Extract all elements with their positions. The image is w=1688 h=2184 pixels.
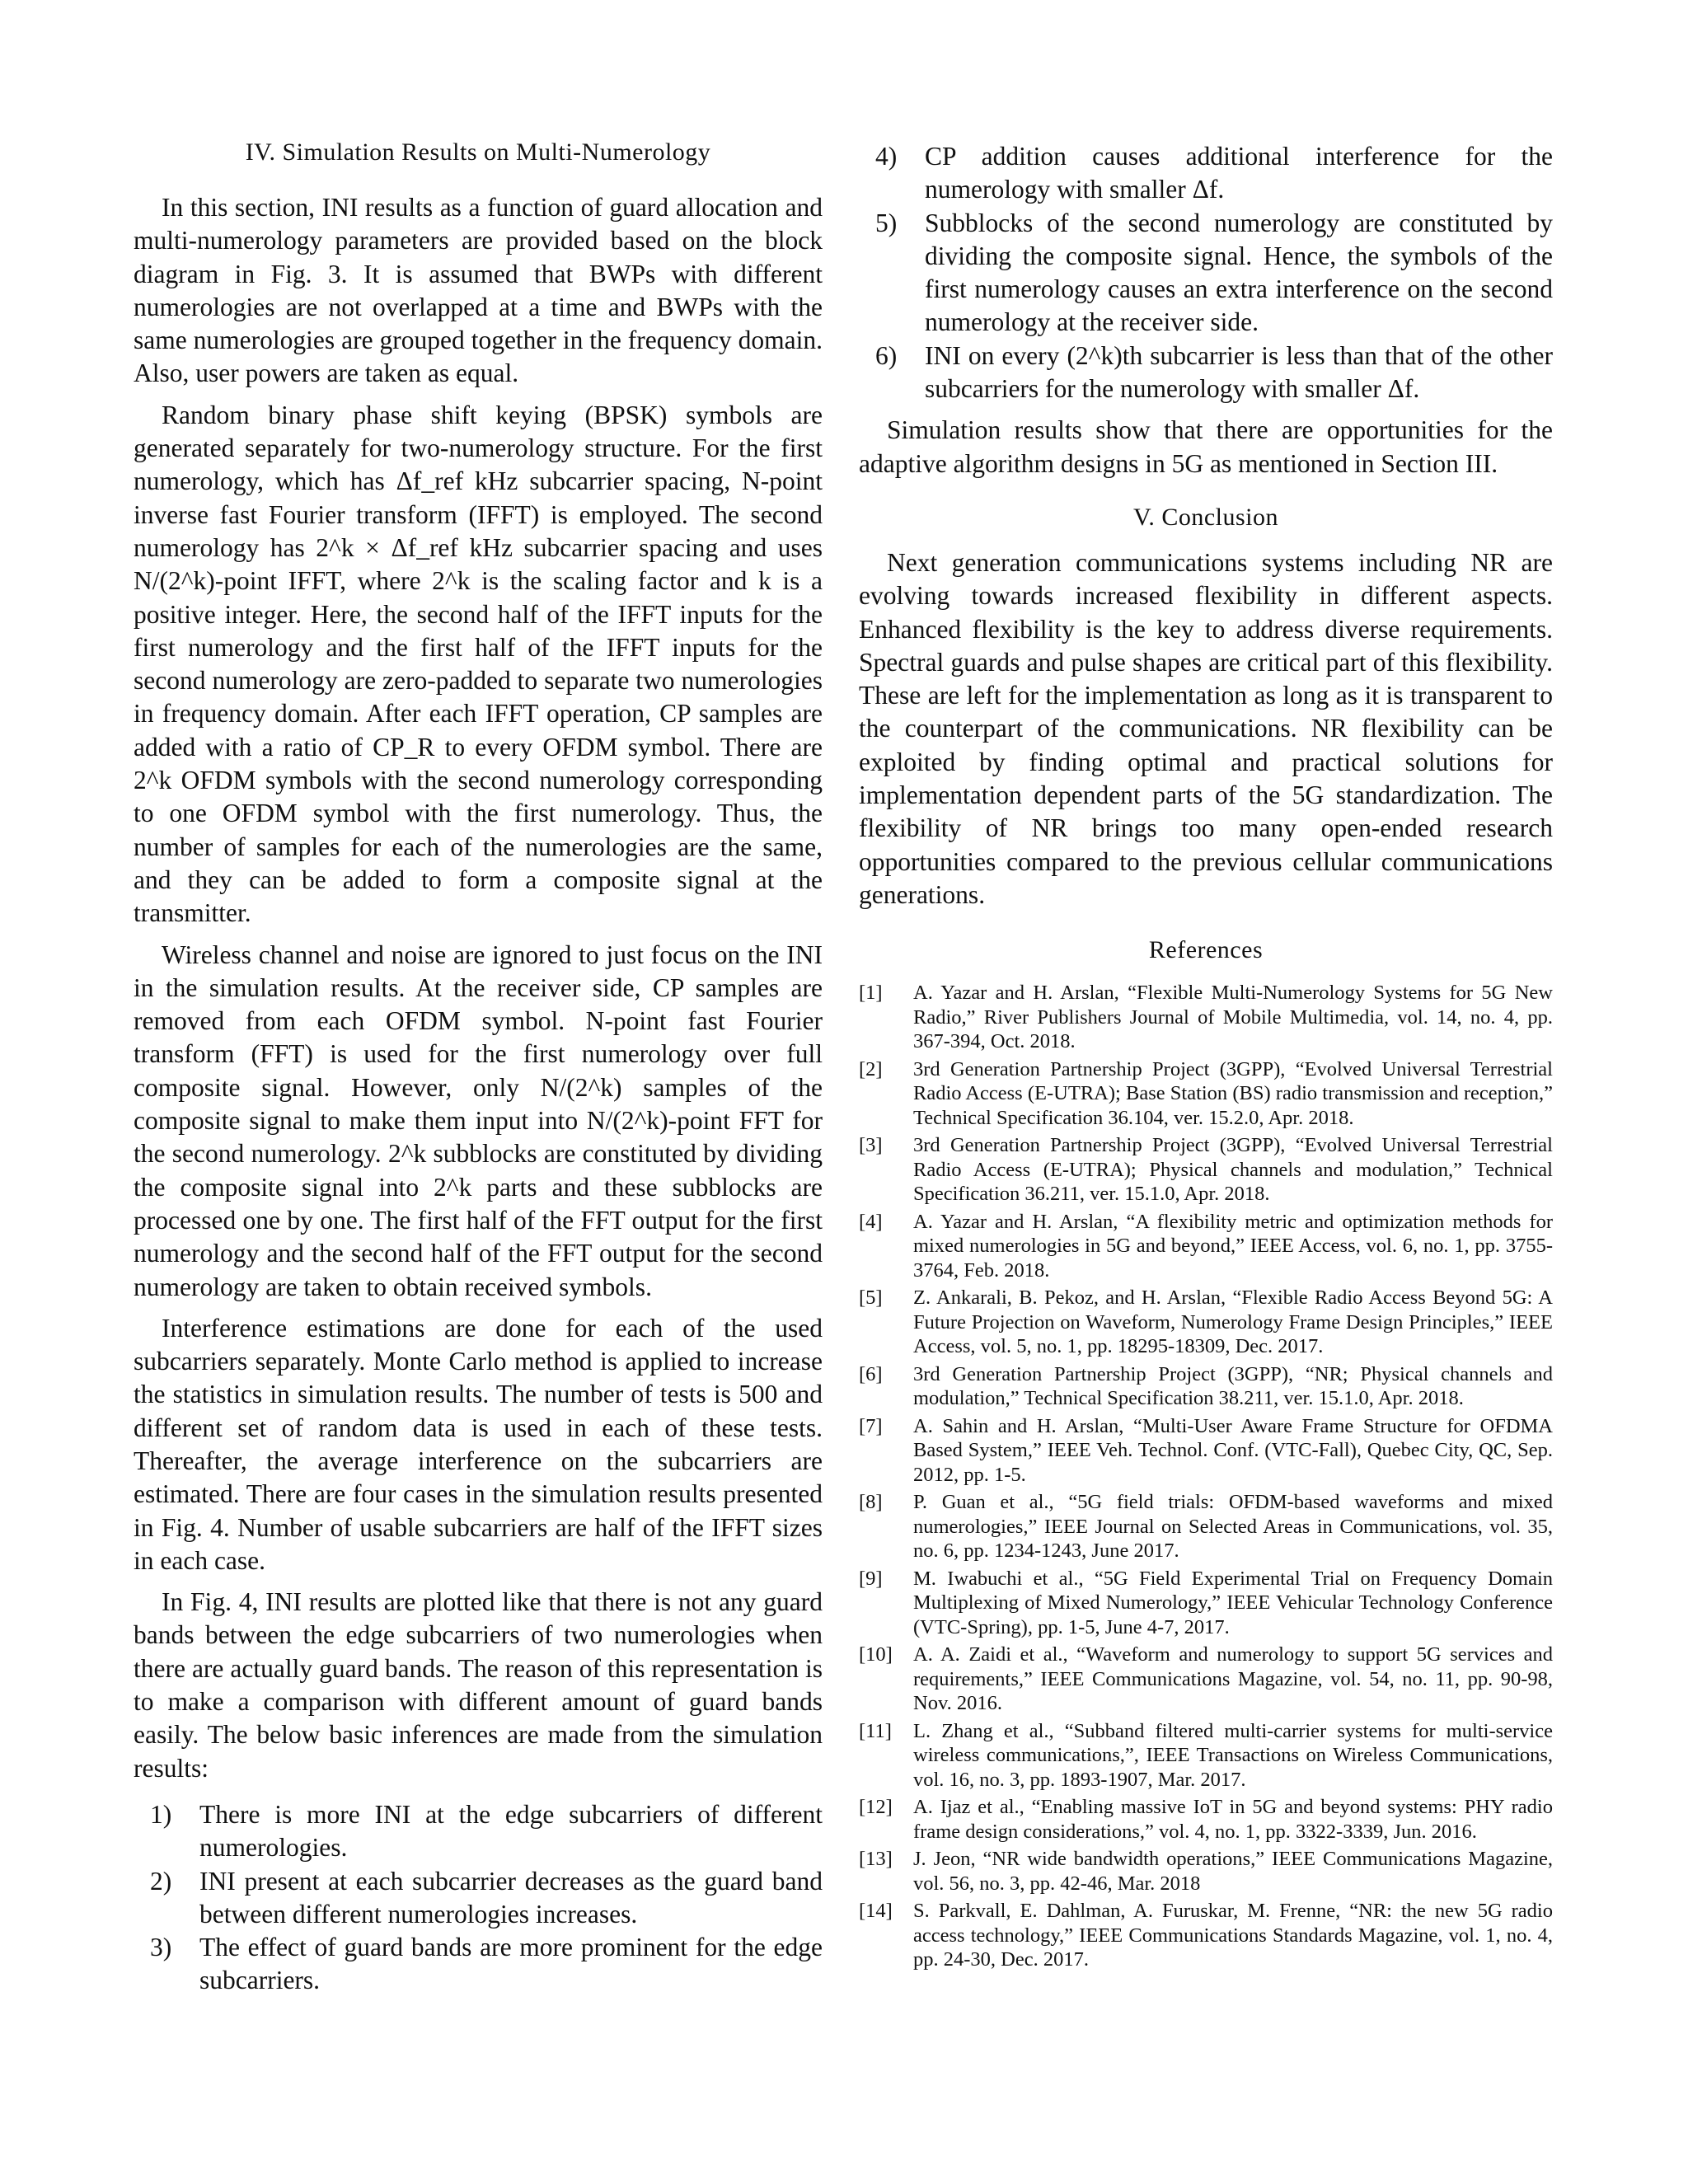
inference-text: The effect of guard bands are more prominent for the edge subcarriers. bbox=[199, 1933, 823, 1995]
reference-item bbox=[859, 1414, 1553, 1488]
section-4-paragraph-2: Random binary phase shift keying (BPSK) symbols are generated separately for two-numerology structure. For the first numerology, which has Δf_ref kHz subcarrier spacing, N-point inverse fast Fourier transform (IFFT) is employed. The second numerology has 2^k × Δf_ref kHz subcarrier spacing and uses N/(2^k)-point IFFT, where 2^k is the scaling factor and k is a positive integer. Here, the second half of the IFFT inputs for the first numerology and the first half of the IFFT inputs for the second numerology are zero-padded to separate two numerologies in frequency domain. After each IFFT operation, CP samples are added with a ratio of CP_R to every OFDM symbol. There are 2^k OFDM symbols with the second numerology corresponding to one OFDM symbol with the first numerology. Thus, the number of samples for each of the numerologies are the same, and they can be added to form a composite signal at the transmitter. bbox=[134, 400, 823, 928]
reference-text: A. Ijaz et al., “Enabling massive IoT in 5G and beyond systems: PHY radio frame design considerations,” vol. 4, no. 1, pp. 3322-3339, Jun. 2016. bbox=[913, 1796, 1553, 1843]
reference-text: A. Yazar and H. Arslan, “A flexibility metric and optimization methods for mixed numerologies in 5G and beyond,” IEEE Access, vol. 6, no. 1, pp. 3755-3764, Feb. 2018. bbox=[913, 1210, 1553, 1282]
references-list bbox=[859, 981, 1553, 1972]
reference-text: S. Parkvall, E. Dahlman, A. Furuskar, M. Frenne, “NR: the new 5G radio access technology,” IEEE Communications Standards Magazine, vol. 1, no. 4, pp. 24-30, Dec. 2017. bbox=[913, 1900, 1553, 1971]
section-4-closing: Simulation results show that there are opportunities for the adaptive algorithm designs in 5G as mentioned in Section III. bbox=[859, 415, 1553, 478]
section-4-paragraph-5: In Fig. 4, INI results are plotted like that there is not any guard bands between the edge subcarriers of two numerologies when there are actually guard bands. The reason of this representation is to make a comparison with different amount of guard bands easily. The below basic inferences are made from the simulation results: bbox=[134, 1587, 823, 1783]
reference-number: [14] bbox=[859, 1900, 893, 1923]
inference-text: Subblocks of the second numerology are constituted by dividing the composite signal. Hence, the symbols of the first numerology causes an extra interference on the second numerology at the receiver side. bbox=[925, 208, 1553, 337]
inference-item bbox=[859, 140, 1553, 207]
reference-number: [3] bbox=[859, 1134, 883, 1157]
inference-item bbox=[134, 1865, 823, 1932]
reference-text: P. Guan et al., “5G field trials: OFDM-based waveforms and mixed numerologies,” IEEE Journal on Selected Areas in Communications, vol. 35, no. 6, pp. 1234-1243, June 2017. bbox=[913, 1491, 1553, 1563]
inference-number: 3) bbox=[150, 1933, 172, 1962]
reference-number: [11] bbox=[859, 1719, 892, 1742]
reference-text: A. Yazar and H. Arslan, “Flexible Multi-Numerology Systems for 5G New Radio,” River Publishers Journal of Mobile Multimedia, vol. 14, no. 4, pp. 367-394, Oct. 2018. bbox=[913, 982, 1553, 1053]
reference-number: [10] bbox=[859, 1643, 893, 1666]
reference-item bbox=[859, 1210, 1553, 1283]
inference-item bbox=[134, 1798, 823, 1865]
reference-item bbox=[859, 1847, 1553, 1896]
reference-item bbox=[859, 1719, 1553, 1793]
reference-item bbox=[859, 1490, 1553, 1563]
reference-text: L. Zhang et al., “Subband filtered multi-carrier systems for multi-service wireless communications,”, IEEE Transactions on Wireless Communications, vol. 16, no. 3, pp. 1893-1907, Mar. 2017. bbox=[913, 1719, 1553, 1791]
inference-number: 2) bbox=[150, 1866, 172, 1896]
section-5-heading: V. Conclusion bbox=[1133, 503, 1278, 531]
right-column bbox=[859, 140, 1553, 1975]
reference-item bbox=[859, 981, 1553, 1054]
reference-text: 3rd Generation Partnership Project (3GPP), “Evolved Universal Terrestrial Radio Access (E-UTRA); Base Station (BS) radio transmission and reception,” Technical Specification 36.104, ver. 15.2.0, Apr. 2018. bbox=[913, 1057, 1553, 1129]
inference-number: 6) bbox=[875, 340, 898, 370]
reference-number: [5] bbox=[859, 1286, 883, 1310]
inference-text: CP addition causes additional interference for the numerology with smaller Δf. bbox=[925, 142, 1553, 204]
inference-text: There is more INI at the edge subcarriers of different numerologies. bbox=[199, 1799, 823, 1863]
inference-item bbox=[134, 1931, 823, 1998]
reference-text: A. A. Zaidi et al., “Waveform and numerology to support 5G services and requirements,” IEEE Communications Magazine, vol. 54, no. 11, pp. 90-98, Nov. 2016. bbox=[913, 1643, 1553, 1715]
reference-item bbox=[859, 1795, 1553, 1844]
reference-item bbox=[859, 1133, 1553, 1207]
section-4-paragraph-4: Interference estimations are done for each of the used subcarriers separately. Monte Carlo method is applied to increase the statistics in simulation results. The number of tests is 500 and different set of random data is used in each of these tests. Thereafter, the average interference on the subcarriers are estimated. There are four cases in the simulation results presented in Fig. 4. Number of usable subcarriers are half of the IFFT sizes in each case. bbox=[134, 1313, 823, 1575]
reference-item bbox=[859, 1567, 1553, 1640]
reference-number: [9] bbox=[859, 1567, 883, 1590]
section-4-paragraph-1: In this section, INI results as a function of guard allocation and multi-numerology parameters are provided based on the block diagram in Fig. 3. It is assumed that BWPs with different numerologies are not overlapped at a time and BWPs with the same numerologies are grouped together in the frequency domain. Also, user powers are taken as equal. bbox=[134, 193, 823, 388]
reference-number: [12] bbox=[859, 1796, 893, 1819]
inference-list-left bbox=[134, 1798, 823, 1998]
inference-number: 4) bbox=[875, 142, 898, 171]
reference-text: Z. Ankarali, B. Pekoz, and H. Arslan, “Flexible Radio Access Beyond 5G: A Future Projection on Waveform, Numerology Frame Design Principles,” IEEE Access, vol. 5, no. 1, pp. 18295-18309, Dec. 2017. bbox=[913, 1286, 1553, 1358]
reference-number: [1] bbox=[859, 982, 883, 1005]
inference-item bbox=[859, 207, 1553, 340]
inference-number: 1) bbox=[150, 1799, 172, 1829]
reference-item bbox=[859, 1362, 1553, 1411]
reference-text: M. Iwabuchi et al., “5G Field Experimental Trial on Frequency Domain Multiplexing of Mixed Numerology,” IEEE Vehicular Technology Conference (VTC-Spring), pp. 1-5, June 4-7, 2017. bbox=[913, 1567, 1553, 1638]
left-column bbox=[134, 138, 823, 2006]
inference-number: 5) bbox=[875, 208, 898, 237]
inference-text: INI present at each subcarrier decreases as the guard band between different numerologies increases. bbox=[199, 1866, 823, 1929]
reference-number: [6] bbox=[859, 1362, 883, 1385]
inference-text: INI on every (2^k)th subcarrier is less than that of the other subcarriers for the numerology with smaller Δf. bbox=[925, 340, 1553, 404]
inference-item bbox=[859, 340, 1553, 406]
reference-number: [2] bbox=[859, 1057, 883, 1080]
references-heading: References bbox=[1148, 936, 1264, 964]
reference-item bbox=[859, 1286, 1553, 1359]
reference-item bbox=[859, 1643, 1553, 1716]
reference-text: 3rd Generation Partnership Project (3GPP), “NR; Physical channels and modulation,” Technical Specification 38.211, ver. 15.1.0, Apr. 2018. bbox=[913, 1362, 1553, 1410]
reference-text: A. Sahin and H. Arslan, “Multi-User Aware Frame Structure for OFDMA Based System,” IEEE Veh. Technol. Conf. (VTC-Fall), Quebec City, QC, Sep. 2012, pp. 1-5. bbox=[913, 1414, 1553, 1486]
section-4-paragraph-3: Wireless channel and noise are ignored to just focus on the INI in the simulation results. At the receiver side, CP samples are removed from each OFDM symbol. N-point fast Fourier transform (FFT) is used for the first numerology over full composite signal. However, only N/(2^k) samples of the composite signal to make them input into N/(2^k)-point FFT for the second numerology. 2^k subblocks are constituted by dividing the composite signal into 2^k parts and these subblocks are processed one by one. The first half of the FFT output for the first numerology and the second half of the FFT output for the second numerology are taken to obtain received symbols. bbox=[134, 940, 823, 1301]
reference-number: [8] bbox=[859, 1491, 883, 1514]
reference-item bbox=[859, 1899, 1553, 1972]
section-4-heading: IV. Simulation Results on Multi-Numerology bbox=[245, 138, 711, 166]
reference-number: [13] bbox=[859, 1848, 893, 1871]
reference-text: 3rd Generation Partnership Project (3GPP), “Evolved Universal Terrestrial Radio Access (E-UTRA); Physical channels and modulation,” Technical Specification 36.211, ver. 15.1.0, Apr. 2018. bbox=[913, 1134, 1553, 1206]
section-5-paragraph: Next generation communications systems including NR are evolving towards increased flexibility in different aspects. Enhanced flexibility is the key to address diverse requirements. Spectral guards and pulse shapes are critical part of this flexibility. These are left for the implementation as long as it is transparent to the counterpart of the communications. NR flexibility can be exploited by finding optimal and practical solutions for implementation dependent parts of the 5G standardization. The flexibility of NR brings too many open-ended research opportunities compared to the previous cellular communications generations. bbox=[859, 547, 1553, 909]
reference-number: [7] bbox=[859, 1414, 883, 1437]
inference-list-right bbox=[859, 140, 1553, 405]
reference-text: J. Jeon, “NR wide bandwidth operations,” IEEE Communications Magazine, vol. 56, no. 3, pp. 42-46, Mar. 2018 bbox=[913, 1848, 1553, 1895]
reference-number: [4] bbox=[859, 1210, 883, 1233]
reference-item bbox=[859, 1057, 1553, 1131]
